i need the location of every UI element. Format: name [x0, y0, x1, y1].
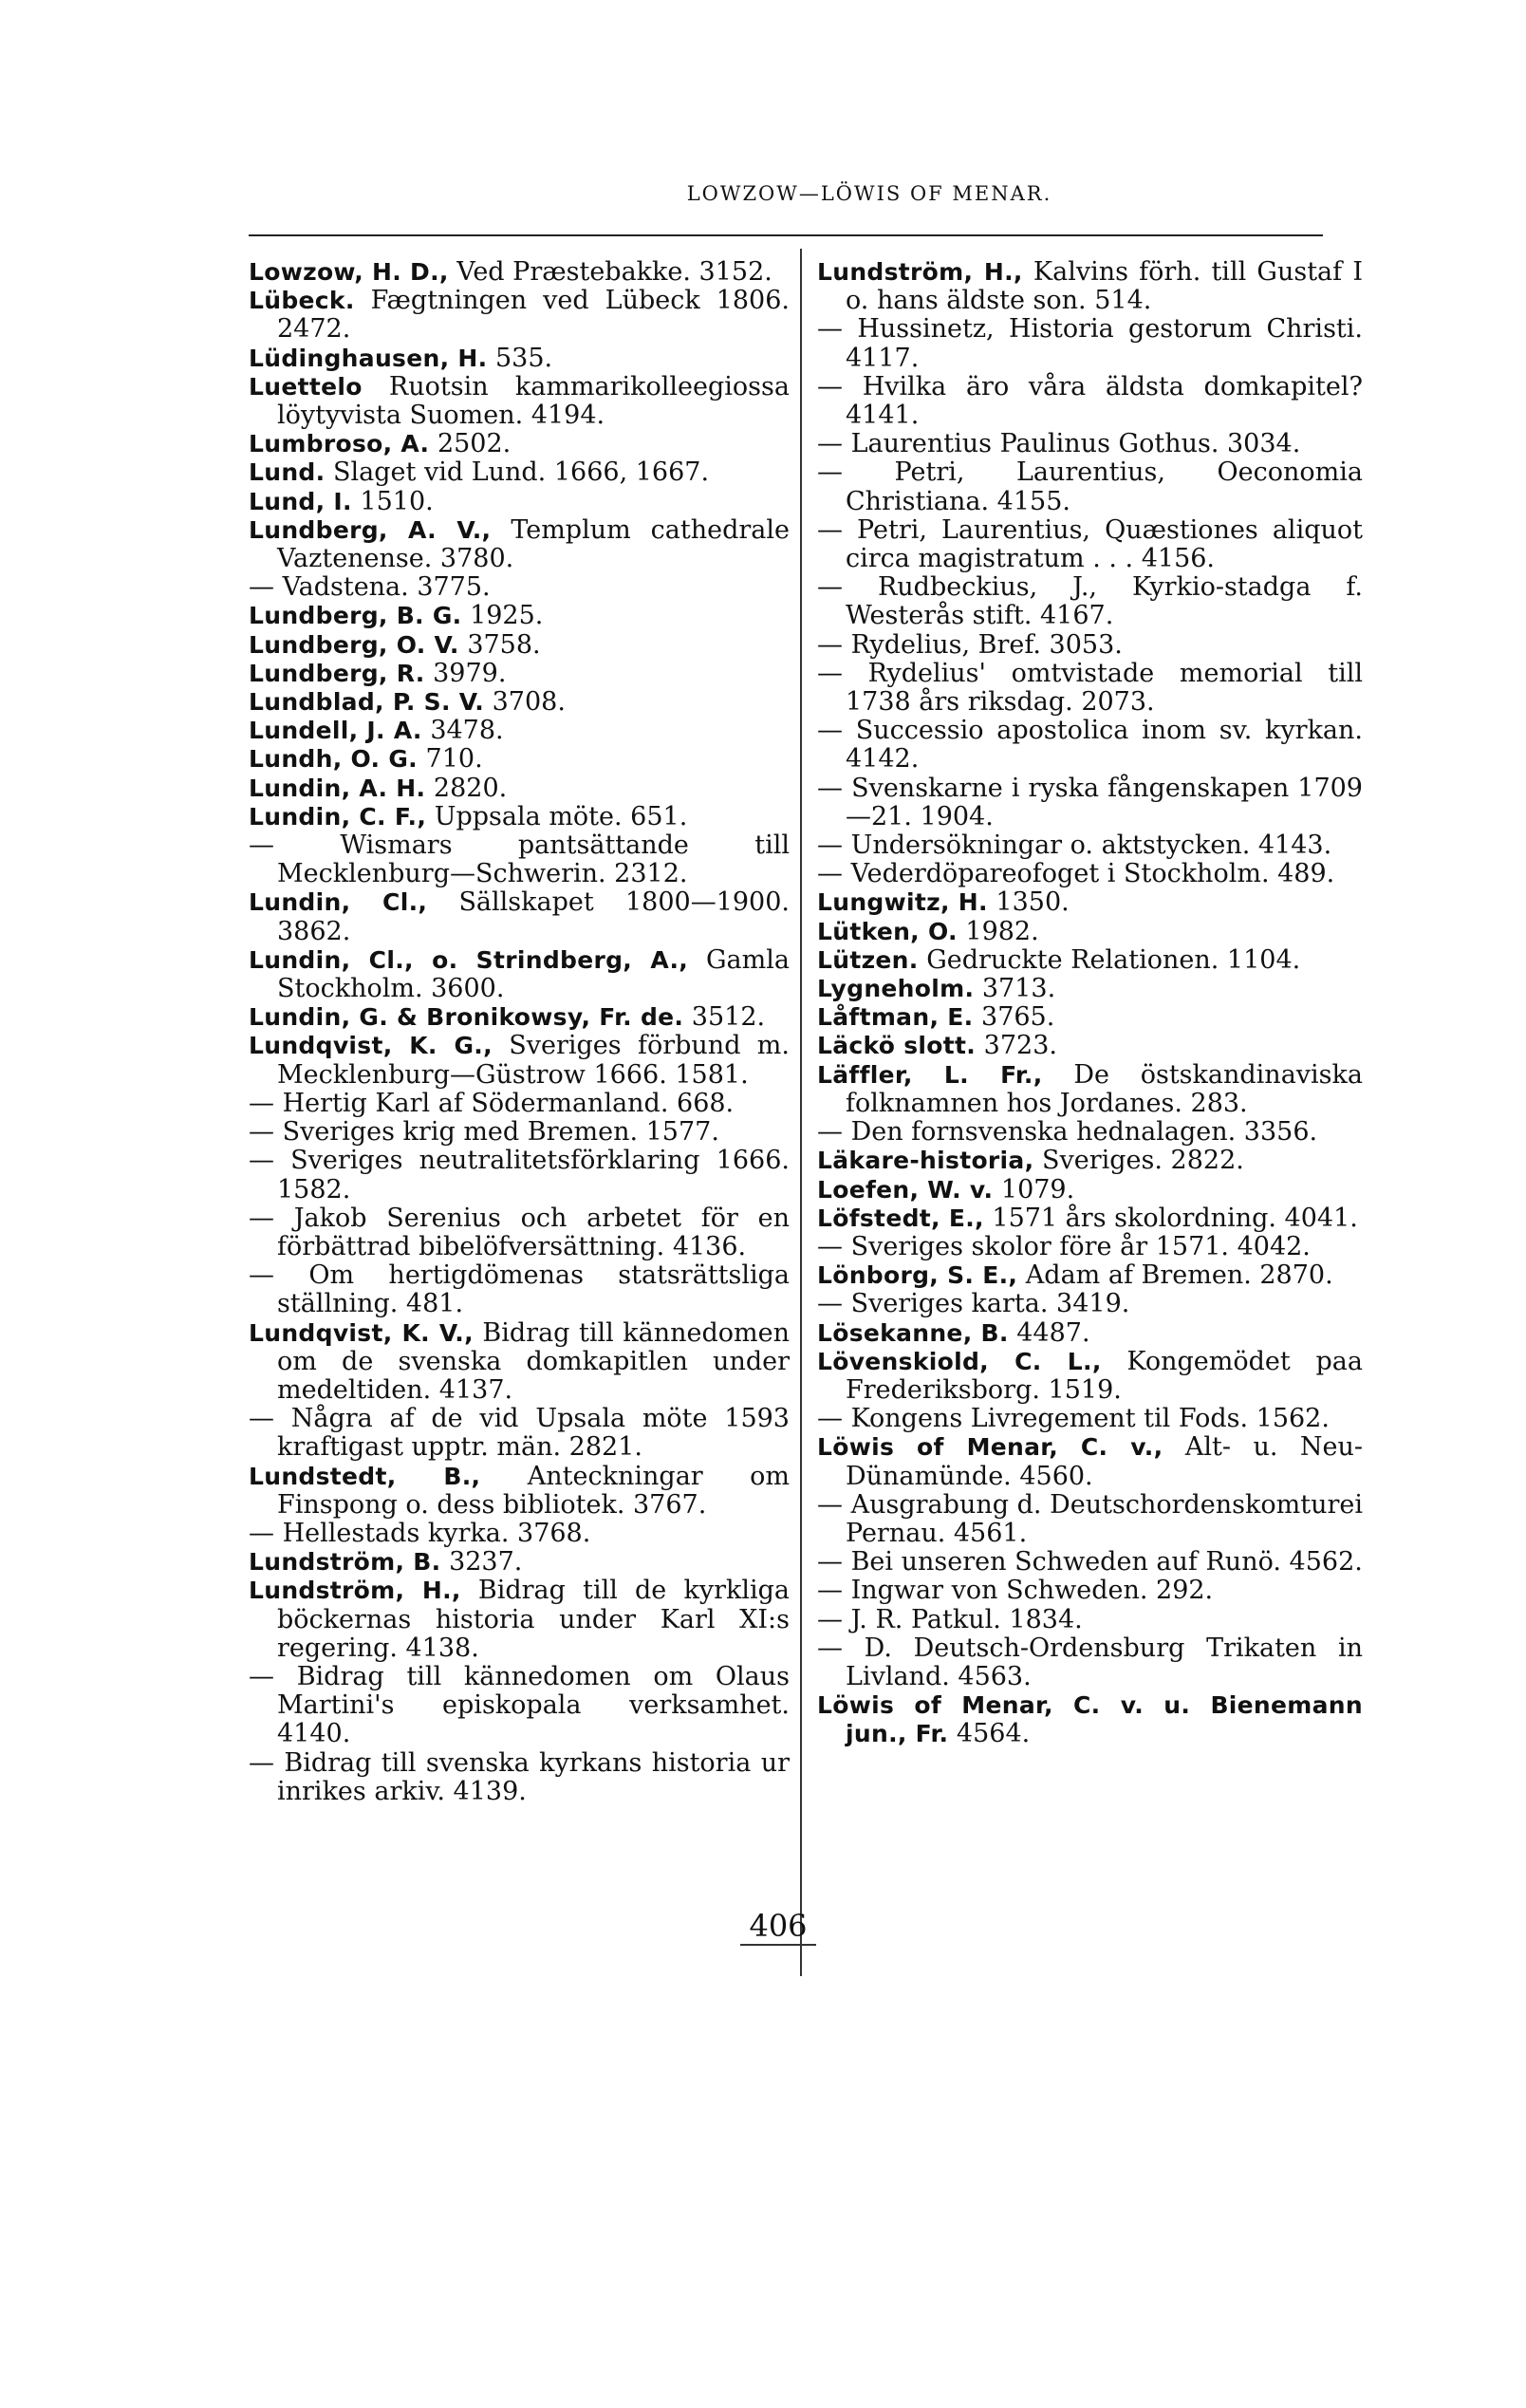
- index-entry: [249, 1261, 790, 1318]
- entry-text: Sällskapet 1800—1900. 3862.: [277, 887, 790, 946]
- index-entry: [249, 1663, 790, 1749]
- entry-author: Lundin, Cl., o. Strindberg, A.,: [249, 945, 689, 974]
- entry-text: — Laurentius Paulinus Gothus. 3034.: [817, 429, 1301, 459]
- index-entry: [817, 1290, 1363, 1318]
- entry-text: De östskandinaviska folknamnen hos Jordanes. 283.: [846, 1059, 1363, 1118]
- entry-author: Lüdinghausen, H.: [249, 344, 488, 372]
- entry-text: 4487.: [1016, 1317, 1090, 1348]
- entry-author: Lütken, O.: [817, 917, 958, 945]
- entry-author: Lundqvist, K. V.,: [249, 1318, 474, 1347]
- entry-text: Bidrag till de kyrkliga böckernas historia under Karl XI:s regering. 4138.: [277, 1576, 790, 1663]
- index-entry: [817, 573, 1363, 630]
- entry-author: Lövenskiold, C. L.,: [817, 1347, 1102, 1375]
- entry-text: 710.: [425, 744, 483, 775]
- index-entry: [817, 1548, 1363, 1577]
- entry-author: Lundberg, B. G.: [249, 602, 462, 630]
- entry-text: 3512.: [691, 1002, 766, 1033]
- index-entry: [817, 1233, 1363, 1261]
- left-column: [249, 258, 790, 1806]
- index-entry: [817, 1691, 1363, 1748]
- entry-text: 1350.: [996, 887, 1070, 918]
- entry-text: 1571 års skolordning. 4041.: [992, 1203, 1358, 1233]
- entry-author: Lundin, C. F.,: [249, 802, 427, 831]
- entry-text: — Rydelius' omtvistade memorial till 1738 års riksdag. 2073.: [817, 658, 1363, 718]
- entry-text: 1925.: [470, 601, 544, 631]
- entry-author: Lundström, H.,: [249, 1577, 461, 1605]
- entry-text: — Hellestads kyrka. 3768.: [249, 1518, 591, 1548]
- entry-text: — Vadstena. 3775.: [249, 572, 491, 603]
- index-entry: [249, 688, 790, 717]
- index-entry: [817, 1032, 1363, 1060]
- index-entry: [817, 717, 1363, 774]
- index-entry: [817, 1577, 1363, 1605]
- index-entry: [817, 458, 1363, 515]
- index-entry: [249, 602, 790, 630]
- entry-author: Läkare-historia,: [817, 1147, 1034, 1175]
- entry-author: Lundström, B.: [249, 1548, 441, 1577]
- entry-author: Lundstedt, B.,: [249, 1462, 481, 1490]
- entry-text: Ved Præstebakke. 3152.: [456, 257, 772, 287]
- entry-author: Lundh, O. G.: [249, 745, 418, 774]
- index-entry: [817, 918, 1363, 946]
- right-column: [817, 258, 1363, 1749]
- entry-text: — Ingwar von Schweden. 292.: [817, 1576, 1214, 1606]
- entry-author: Lundblad, P. S. V.: [249, 688, 485, 717]
- entry-text: 1079.: [1000, 1174, 1075, 1204]
- entry-author: Lösekanne, B.: [817, 1318, 1009, 1347]
- entry-text: 3979.: [433, 658, 507, 688]
- index-entry: [817, 1491, 1363, 1548]
- entry-author: Lundell, J. A.: [249, 717, 422, 745]
- entry-author: Lübeck.: [249, 287, 355, 315]
- entry-author: Låftman, E.: [817, 1003, 974, 1032]
- index-entry: [817, 516, 1363, 573]
- entry-text: — Hertig Karl af Södermanland. 668.: [249, 1088, 735, 1118]
- entry-text: — Några af de vid Upsala möte 1593 kraftigast upptr. män. 2821.: [249, 1404, 790, 1463]
- index-entry: [249, 1032, 790, 1089]
- entry-author: Lundin, Cl.,: [249, 888, 428, 917]
- entry-text: — J. R. Patkul. 1834.: [817, 1604, 1083, 1634]
- index-entry: [817, 1176, 1363, 1204]
- index-entry: [817, 1204, 1363, 1233]
- entry-text: 3723.: [983, 1031, 1057, 1061]
- entry-text: 3478.: [430, 716, 504, 746]
- index-entry: [249, 717, 790, 745]
- entry-text: Sveriges. 2822.: [1042, 1146, 1244, 1176]
- entry-author: Lützen.: [817, 945, 919, 974]
- header-rule: [249, 234, 1323, 236]
- entry-text: 3237.: [449, 1547, 523, 1577]
- index-entry: [817, 430, 1363, 458]
- index-entry: [249, 1147, 790, 1204]
- index-entry: [817, 1433, 1363, 1490]
- index-entry: [817, 860, 1363, 888]
- entry-text: Adam af Bremen. 2870.: [1025, 1260, 1333, 1291]
- index-entry: [249, 888, 790, 945]
- entry-author: Lygneholm.: [817, 975, 975, 1003]
- entry-author: Löwis of Menar, C. v. u. Bienemann jun., Fr.: [817, 1691, 1363, 1748]
- index-entry: [249, 516, 790, 573]
- entry-text: Fægtningen ved Lübeck 1806. 2472.: [277, 286, 790, 345]
- index-entry: [249, 287, 790, 344]
- entry-text: — Om hertigdömenas statsrättsliga ställning. 481.: [249, 1260, 790, 1319]
- index-entry: [817, 1147, 1363, 1175]
- entry-text: — Hvilka äro våra äldsta domkapitel? 4141.: [817, 371, 1363, 431]
- entry-text: — Bei unseren Schweden auf Runö. 4562.: [817, 1547, 1363, 1577]
- index-entry: [249, 1204, 790, 1261]
- entry-text: — Vederdöpareofoget i Stockholm. 489.: [817, 859, 1335, 889]
- entry-text: — Rydelius, Bref. 3053.: [817, 629, 1123, 660]
- entry-author: Lumbroso, A.: [249, 430, 430, 458]
- entry-author: Lundin, G. & Bronikowsy, Fr. de.: [249, 1003, 684, 1032]
- entry-text: Uppsala möte. 651.: [434, 801, 688, 831]
- index-entry: [817, 888, 1363, 917]
- index-entry: [249, 488, 790, 516]
- entry-text: — Hussinetz, Historia gestorum Christi. 4117.: [817, 314, 1363, 373]
- entry-text: — Petri, Laurentius, Oeconomia Christiana. 4155.: [817, 457, 1363, 516]
- index-entry: [249, 631, 790, 660]
- entry-text: 2820.: [433, 773, 508, 803]
- entry-text: — Petri, Laurentius, Quæstiones aliquot circa magistratum . . . 4156.: [817, 514, 1363, 574]
- running-title: LOWZOW—LÖWIS OF MENAR.: [686, 182, 1052, 205]
- entry-author: Luettelo: [249, 372, 363, 401]
- entry-text: — Den fornsvenska hednalagen. 3356.: [817, 1117, 1318, 1148]
- index-entry: [249, 573, 790, 602]
- entry-text: 1982.: [965, 916, 1039, 946]
- entry-text: Kongemödet paa Frederiksborg. 1519.: [846, 1346, 1363, 1405]
- index-entry: [817, 1261, 1363, 1290]
- index-entry: [817, 1003, 1363, 1032]
- entry-text: Alt- u. Neu-Dünamünde. 4560.: [846, 1432, 1363, 1491]
- entry-author: Lundqvist, K. G.,: [249, 1032, 493, 1060]
- entry-text: Bidrag till kännedomen om de svenska domkapitlen under medeltiden. 4137.: [277, 1317, 790, 1405]
- index-entry: [249, 1463, 790, 1520]
- entry-text: Templum cathedrale Vaztenense. 3780.: [277, 514, 790, 574]
- index-entry: [249, 946, 790, 1003]
- entry-text: — Jakob Serenius och arbetet för en förbättrad bibelöfversättning. 4136.: [249, 1203, 790, 1261]
- entry-author: Lungwitz, H.: [817, 888, 988, 917]
- entry-author: Lund, I.: [249, 487, 352, 515]
- index-entry: [817, 1348, 1363, 1405]
- entry-text: — Sveriges krig med Bremen. 1577.: [249, 1117, 719, 1148]
- index-entry: [249, 1548, 790, 1577]
- entry-text: 3765.: [981, 1002, 1055, 1033]
- entry-text: Kalvins förh. till Gustaf I o. hans äldste son. 514.: [846, 257, 1363, 316]
- entry-text: — Kongens Livregement til Fods. 1562.: [817, 1404, 1330, 1434]
- index-entry: [817, 631, 1363, 660]
- entry-text: — D. Deutsch-Ordensburg Trikaten in Livland. 4563.: [817, 1633, 1363, 1691]
- index-entry: [249, 1003, 790, 1032]
- index-entry: [817, 1405, 1363, 1433]
- entry-text: Gedruckte Relationen. 1104.: [926, 944, 1301, 975]
- entry-text: Ruotsin kammarikolleegiossa löytyvista Suomen. 4194.: [277, 371, 790, 431]
- entry-text: — Ausgrabung d. Deutschordenskomturei Pernau. 4561.: [817, 1489, 1363, 1548]
- entry-text: — Sveriges neutralitetsförklaring 1666. 1582.: [249, 1146, 790, 1204]
- entry-text: — Wismars pantsättande till Mecklenburg—Schwerin. 2312.: [249, 831, 790, 889]
- index-entry: [249, 1405, 790, 1462]
- index-entry: [817, 1061, 1363, 1118]
- entry-text: — Sveriges skolor före år 1571. 4042.: [817, 1231, 1311, 1261]
- entry-text: 3758.: [467, 629, 541, 660]
- index-entry: [249, 258, 790, 287]
- index-entry: [249, 373, 790, 430]
- entry-text: — Svenskarne i ryska fångenskapen 1709—21. 1904.: [817, 773, 1363, 831]
- index-entry: [817, 373, 1363, 430]
- entry-author: Lundin, A. H.: [249, 774, 426, 802]
- entry-text: — Successio apostolica inom sv. kyrkan. 4142.: [817, 716, 1363, 775]
- entry-author: Lundberg, O. V.: [249, 630, 459, 659]
- entry-author: Läckö slott.: [817, 1032, 977, 1060]
- index-entry: [817, 1606, 1363, 1634]
- index-entry: [817, 775, 1363, 831]
- index-entry: [817, 1319, 1363, 1348]
- entry-author: Lundberg, R.: [249, 659, 425, 687]
- entry-text: — Rudbeckius, J., Kyrkio-stadga f. Westerås stift. 4167.: [817, 572, 1363, 631]
- index-entry: [249, 1319, 790, 1406]
- index-entry: [817, 1634, 1363, 1691]
- entry-author: Lönborg, S. E.,: [817, 1261, 1018, 1290]
- entry-author: Lund.: [249, 458, 326, 487]
- entry-text: 3708.: [492, 687, 566, 718]
- index-entry: [817, 315, 1363, 372]
- index-entry: [249, 1749, 790, 1806]
- entry-text: 535.: [495, 343, 553, 373]
- entry-text: Anteckningar om Finspong o. dess bibliotek. 3767.: [277, 1461, 790, 1520]
- index-entry: [249, 430, 790, 458]
- page-number: 406: [749, 1908, 808, 1944]
- entry-text: Slaget vid Lund. 1666, 1667.: [333, 457, 710, 488]
- page-number-rule: [740, 1944, 816, 1946]
- index-entry: [817, 946, 1363, 975]
- index-entry: [817, 1118, 1363, 1147]
- entry-text: Sveriges förbund m. Mecklenburg—Güstrow 1666. 1581.: [277, 1031, 790, 1090]
- entry-author: Lundberg, A. V.,: [249, 515, 492, 544]
- index-entry: [249, 1520, 790, 1548]
- index-entry: [817, 975, 1363, 1003]
- entry-author: Löwis of Menar, C. v.,: [817, 1433, 1163, 1462]
- index-entry: [249, 831, 790, 888]
- index-entry: [249, 803, 790, 831]
- index-entry: [249, 660, 790, 688]
- entry-text: Gamla Stockholm. 3600.: [277, 944, 790, 1004]
- entry-author: Loefen, W. v.: [817, 1175, 994, 1204]
- entry-text: — Undersökningar o. aktstycken. 4143.: [817, 831, 1332, 861]
- entry-text: 3713.: [981, 974, 1056, 1004]
- index-entry: [249, 775, 790, 803]
- entry-text: 1510.: [360, 486, 434, 516]
- index-entry: [817, 660, 1363, 717]
- entry-text: 4564.: [956, 1719, 1031, 1749]
- index-entry: [817, 258, 1363, 315]
- entry-author: Löfstedt, E.,: [817, 1204, 984, 1232]
- index-entry: [249, 1118, 790, 1147]
- entry-author: Läffler, L. Fr.,: [817, 1060, 1043, 1089]
- entry-author: Lowzow, H. D.,: [249, 258, 449, 286]
- index-entry: [249, 345, 790, 373]
- entry-author: Lundström, H.,: [817, 258, 1023, 286]
- index-entry: [249, 745, 790, 774]
- index-entry: [249, 1090, 790, 1118]
- entry-text: — Bidrag till svenska kyrkans historia ur inrikes arkiv. 4139.: [249, 1747, 790, 1806]
- entry-text: — Bidrag till kännedomen om Olaus Martini's episkopala verksamhet. 4140.: [249, 1661, 790, 1749]
- column-divider: [800, 249, 802, 1976]
- index-entry: [249, 1577, 790, 1663]
- index-entry: [249, 458, 790, 487]
- index-entry: [817, 831, 1363, 860]
- entry-text: — Sveriges karta. 3419.: [817, 1289, 1130, 1319]
- entry-text: 2502.: [437, 429, 512, 459]
